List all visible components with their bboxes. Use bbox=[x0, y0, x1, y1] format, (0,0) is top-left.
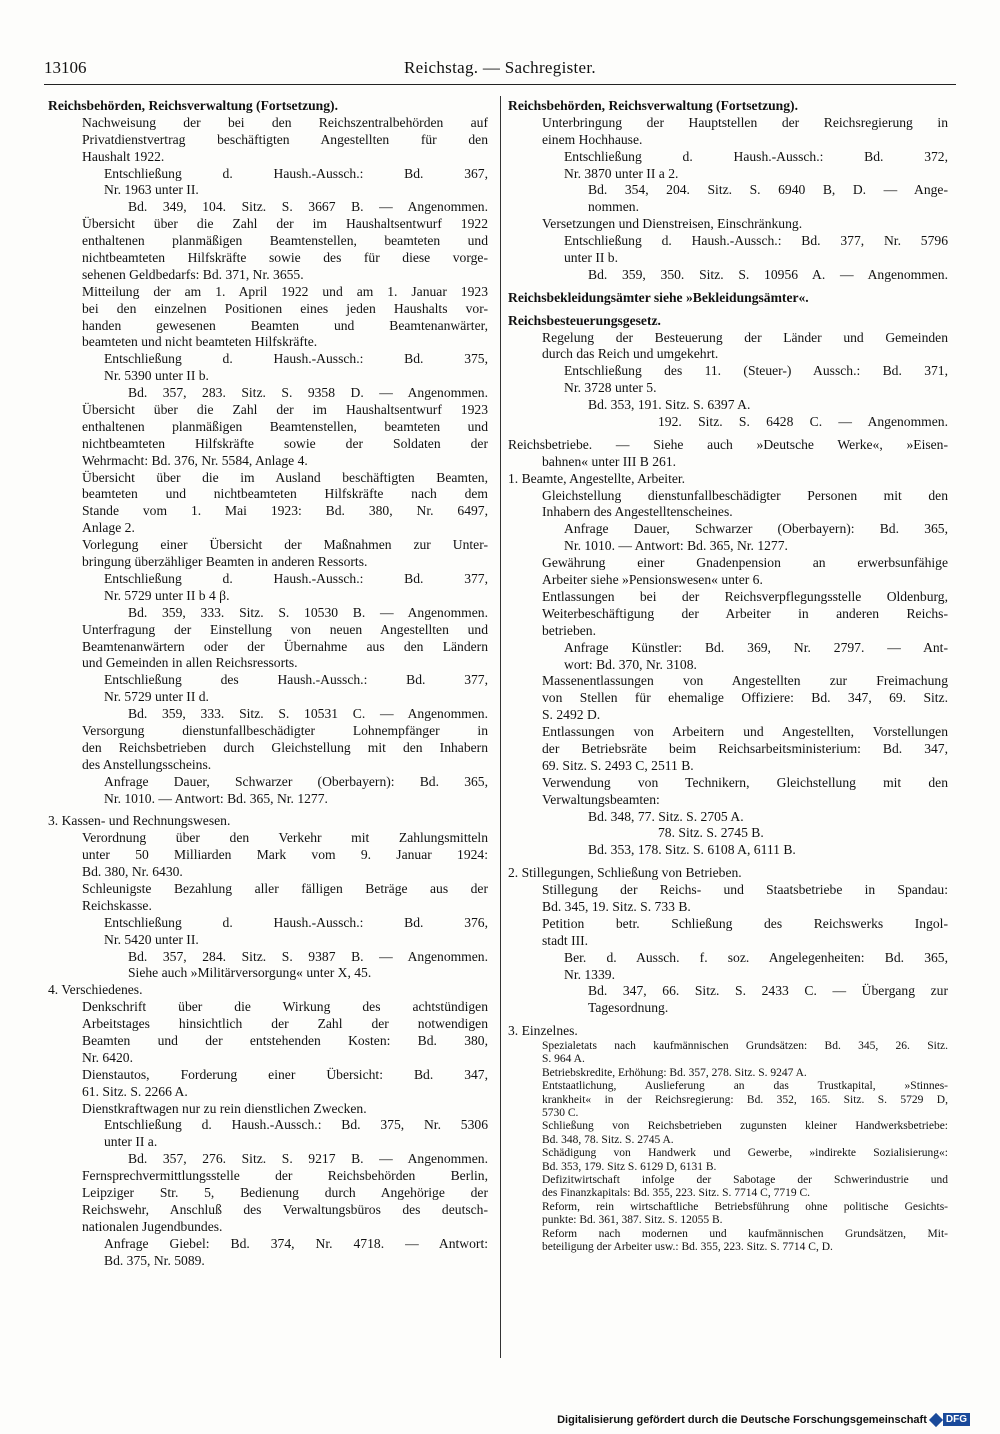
text-line: Siehe auch »Militärversorgung« unter X, 45. bbox=[128, 965, 372, 981]
text-line: bringung überzähliger Beamten in anderen Ressorts. bbox=[82, 554, 368, 570]
text-line: Entschließung d. Haush.-Aussch.: Bd. 375, bbox=[104, 351, 488, 367]
page-header bbox=[44, 58, 956, 84]
text-line: 3. Einzelnes. bbox=[508, 1023, 578, 1039]
text-line: der Betriebsräte beim Reichsarbeitsministerium: Bd. 347, bbox=[542, 740, 948, 756]
text-line: S. 2492 D. bbox=[542, 707, 601, 723]
text-line: Fernsprechvermittlungsstelle der Reichsbehörden Berlin, bbox=[82, 1168, 488, 1184]
text-line: Bd. 359, 350. Sitz. S. 10956 A. — Angenommen. bbox=[588, 266, 948, 282]
text-line: Wehrmacht: Bd. 376, Nr. 5584, Anlage 4. bbox=[82, 452, 308, 468]
text-line: Entschließung des Haush.-Aussch.: Bd. 377, bbox=[104, 672, 488, 688]
left-column bbox=[48, 96, 488, 1269]
text-line: Dienstkraftwagen nur zu rein dienstlichen Zwecken. bbox=[82, 1100, 367, 1116]
text-line: Nr. 3870 unter II a 2. bbox=[564, 165, 679, 181]
text-line: Vorlegung einer Übersicht der Maßnahmen zur Unter- bbox=[82, 537, 488, 553]
text-line: Haushalt 1922. bbox=[82, 148, 165, 164]
text-line: Regelung der Besteuerung der Länder und Gemeinden bbox=[542, 329, 948, 345]
text-line: Arbeitstages hinsichtlich der Zahl der notwendigen bbox=[82, 1016, 488, 1032]
text-line: Verordnung über den Verkehr mit Zahlungsmitteln bbox=[82, 830, 488, 846]
text-line: Mitteilung der am 1. April 1922 und am 1. Januar 1923 bbox=[82, 283, 488, 299]
small-text-line: Bd. 353, 179. Sitz S. 6129 D, 6131 B. bbox=[542, 1160, 717, 1173]
small-text-line: Spezialetats nach kaufmännischen Grundsätzen: Bd. 345, 26. Sitz. bbox=[542, 1040, 948, 1053]
text-line: Verwaltungsbeamten: bbox=[542, 791, 660, 807]
text-line: Anfrage Dauer, Schwarzer (Oberbayern): Bd. 365, bbox=[104, 773, 488, 789]
text-line: 4. Verschiedenes. bbox=[48, 982, 143, 998]
text-line: 3. Kassen- und Rechnungswesen. bbox=[48, 813, 231, 829]
text-line: unter 50 Milliarden Mark vom 9. Januar 1924: bbox=[82, 847, 488, 863]
text-line: Bd. 353, 178. Sitz. S. 6108 A, 6111 B. bbox=[588, 842, 796, 858]
text-line: Nr. 5420 unter II. bbox=[104, 931, 199, 947]
text-line: Bd. 375, Nr. 5089. bbox=[104, 1252, 205, 1268]
text-line: Anlage 2. bbox=[82, 520, 135, 536]
dfg-mark-icon bbox=[929, 1412, 943, 1426]
text-line: Reichswehr, Anschluß des Verwaltungsbüros des deutsch- bbox=[82, 1201, 488, 1217]
text-line: Gleichstellung dienstunfallbeschädigter Personen mit den bbox=[542, 487, 948, 503]
text-line: enthaltenen planmäßigen Beamtenstellen, beamteten und bbox=[82, 418, 488, 434]
text-line: Bd. 357, 283. Sitz. S. 9358 D. — Angenommen. bbox=[128, 385, 488, 401]
text-line: und Gemeinden in allen Reichsressorts. bbox=[82, 655, 298, 671]
text-line: Bd. 354, 204. Sitz. S. 6940 B, D. — Ange- bbox=[588, 182, 948, 198]
text-line: Übersicht über die im Ausland beschäftigten Beamten, bbox=[82, 469, 488, 485]
text-line: Entlassungen von Arbeitern und Angestellten, Vorstellungen bbox=[542, 724, 948, 740]
text-line: Entschließung des 11. (Steuer-) Aussch.: Bd. 371, bbox=[564, 363, 948, 379]
text-line: 192. Sitz. S. 6428 C. — Angenommen. bbox=[658, 414, 948, 430]
text-line: Leipziger Str. 5, Bedienung durch Angehörige der bbox=[82, 1185, 488, 1200]
small-text-line: Reform nach modernen und kaufmännischen Grundsätzen, Mit- bbox=[542, 1227, 948, 1240]
text-line: Bd. 380, Nr. 6430. bbox=[82, 864, 183, 880]
small-text-line: krankheit« in der Reichsregierung: Bd. 352, 165. Sitz. S. 5729 D, bbox=[542, 1093, 948, 1106]
text-line: Entschließung d. Haush.-Aussch.: Bd. 375, Nr. 5306 bbox=[104, 1117, 488, 1133]
small-text-line: beteiligung der Arbeiter usw.: Bd. 355, 223. Sitz. S. 7714 C, D. bbox=[542, 1240, 833, 1253]
text-line: Versorgung dienstunfallbeschädigter Lohnempfänger in bbox=[82, 722, 488, 738]
text-line: Entschließung d. Haush.-Aussch.: Bd. 367, bbox=[104, 165, 488, 181]
text-line: Reichsbehörden, Reichsverwaltung (Fortsetzung). bbox=[508, 98, 798, 113]
text-line: einem Hochhause. bbox=[542, 131, 643, 147]
small-text-line: Schädigung von Handwerk und Gewerbe, »indirekte Sozialisierung«: bbox=[542, 1147, 948, 1160]
text-line: beamteten und nichtbeamteten Hilfskräfte nach dem bbox=[82, 486, 488, 502]
text-line: Unterfragung der Einstellung von neuen Angestellten und bbox=[82, 621, 488, 637]
small-text-line: Betriebskredite, Erhöhung: Bd. 357, 278. Sitz. S. 9247 A. bbox=[542, 1066, 807, 1079]
small-text-line: S. 964 A. bbox=[542, 1053, 585, 1066]
text-line: Stillegung der Reichs- und Staatsbetriebe in Spandau: bbox=[542, 882, 948, 898]
text-line: stadt III. bbox=[542, 932, 589, 948]
text-line: Gewährung einer Gnadenpension an erwerbsunfähige bbox=[542, 555, 948, 571]
text-line: enthaltenen planmäßigen Beamtenstellen, beamteten und bbox=[82, 233, 488, 249]
text-line: unter II b. bbox=[564, 250, 618, 266]
text-line: betrieben. bbox=[542, 622, 596, 638]
text-line: bei den einzelnen Positionen eines jeden Haushalts vor- bbox=[82, 300, 488, 316]
text-line: bahnen« unter III B 261. bbox=[542, 453, 677, 469]
right-column bbox=[508, 96, 948, 1254]
text-line: nationalen Jugendbundes. bbox=[82, 1218, 223, 1234]
text-line: den Reichsbetrieben durch Gleichstellung mit den Inhabern bbox=[82, 739, 488, 755]
text-line: Reichsbekleidungsämter siehe »Bekleidungsämter«. bbox=[508, 289, 809, 305]
text-line: sehenen Geldbedarfs: Bd. 371, Nr. 3655. bbox=[82, 266, 304, 282]
small-text-line: des Finanzkapitals: Bd. 355, 223. Sitz. S. 7714 C, 7719 C. bbox=[542, 1187, 811, 1200]
text-line: Tagesordnung. bbox=[588, 1000, 669, 1016]
header-rule bbox=[44, 84, 956, 85]
small-text-line: Bd. 348, 78. Sitz. S. 2745 A. bbox=[542, 1133, 674, 1146]
dfg-logo-text: DFG bbox=[943, 1413, 970, 1426]
right-column-small-print bbox=[508, 1040, 948, 1254]
page-number: 13106 bbox=[44, 58, 87, 77]
text-line: 2. Stillegungen, Schließung von Betrieben. bbox=[508, 865, 742, 881]
text-line: Bd. 359, 333. Sitz. S. 10531 C. — Angenommen. bbox=[128, 706, 488, 722]
text-line: des Anstellungsscheins. bbox=[82, 756, 212, 772]
small-text-line: punkte: Bd. 361, 387. Sitz. S. 12055 B. bbox=[542, 1214, 723, 1227]
text-line: Entschließung d. Haush.-Aussch.: Bd. 376, bbox=[104, 914, 488, 930]
footer bbox=[557, 1413, 970, 1426]
text-line: 78. Sitz. S. 2745 B. bbox=[658, 825, 764, 841]
text-line: Beamten und der entstehenden Kosten: Bd. 380, bbox=[82, 1032, 488, 1048]
text-line: Entschließung d. Haush.-Aussch.: Bd. 372, bbox=[564, 148, 948, 164]
right-column-main bbox=[508, 98, 948, 1040]
text-line: handen gewesenen Beamten und Beamtenanwärter, bbox=[82, 317, 488, 333]
text-line: Nr. 5729 unter II d. bbox=[104, 689, 209, 705]
text-line: Versetzungen und Dienstreisen, Einschränkung. bbox=[542, 216, 803, 232]
text-line: Stande vom 1. Mai 1923: Bd. 380, Nr. 6497, bbox=[82, 503, 488, 519]
text-line: Arbeiter siehe »Pensionswesen« unter 6. bbox=[542, 572, 763, 588]
text-line: unter II a. bbox=[104, 1134, 158, 1150]
text-line: nommen. bbox=[588, 199, 639, 215]
text-line: Verwendung von Technikern, Gleichstellung mit den bbox=[542, 774, 948, 790]
text-line: Bd. 348, 77. Sitz. S. 2705 A. bbox=[588, 808, 744, 824]
small-text-line: Entstaatlichung, Auslieferung an das Trustkapital, »Stinnes- bbox=[542, 1080, 948, 1093]
text-line: Reichsbehörden, Reichsverwaltung (Fortsetzung). bbox=[48, 98, 338, 113]
text-line: beamteten und nicht beamteten Hilfskräfte. bbox=[82, 334, 318, 350]
text-line: Petition betr. Schließung des Reichswerks Ingol- bbox=[542, 915, 948, 931]
text-line: Entschließung d. Haush.-Aussch.: Bd. 377, Nr. 5796 bbox=[564, 233, 948, 249]
small-text-line: Defizitwirtschaft infolge der Sabotage der Schwerindustrie und bbox=[542, 1174, 948, 1186]
text-line: Nr. 1010. — Antwort: Bd. 365, Nr. 1277. bbox=[104, 790, 328, 806]
text-line: Bd. 345, 19. Sitz. S. 733 B. bbox=[542, 898, 691, 914]
footer-text: Digitalisierung gefördert durch die Deutsche Forschungsgemeinschaft bbox=[557, 1413, 927, 1426]
text-line: Massenentlassungen von Angestellten zur Freimachung bbox=[542, 673, 948, 689]
text-line: nichtbeamteten Hilfskräfte sowie des für diese vorge- bbox=[82, 250, 488, 266]
text-line: Nr. 6420. bbox=[82, 1049, 133, 1065]
text-line: 61. Sitz. S. 2266 A. bbox=[82, 1083, 188, 1099]
text-line: Weiterbeschäftigung der Arbeiter in anderen Reichs- bbox=[542, 605, 948, 621]
text-line: 1. Beamte, Angestellte, Arbeiter. bbox=[508, 470, 686, 486]
text-line: 69. Sitz. S. 2493 C, 2511 B. bbox=[542, 757, 694, 773]
text-line: durch das Reich und umgekehrt. bbox=[542, 346, 719, 362]
text-line: Bd. 359, 333. Sitz. S. 10530 B. — Angenommen. bbox=[128, 604, 488, 620]
text-line: Bd. 357, 284. Sitz. S. 9387 B. — Angenommen. bbox=[128, 948, 488, 964]
text-line: Nachweisung der bei den Reichszentralbehörden auf bbox=[82, 114, 488, 130]
text-line: Dienstautos, Forderung einer Übersicht: Bd. 347, bbox=[82, 1066, 488, 1082]
text-line: Beamtenanwärtern oder der Übernahme aus den Ländern bbox=[82, 638, 488, 654]
dfg-logo bbox=[931, 1413, 970, 1426]
text-line: Ber. d. Aussch. f. soz. Angelegenheiten: Bd. 365, bbox=[564, 949, 948, 965]
text-line: Denkschrift über die Wirkung des achtstündigen bbox=[82, 999, 488, 1015]
text-line: Entlassungen bei der Reichsverpflegungsstelle Oldenburg, bbox=[542, 588, 948, 604]
text-line: Nr. 1963 unter II. bbox=[104, 182, 199, 198]
text-line: Nr. 5729 unter II b 4 β. bbox=[104, 587, 230, 603]
text-line: Nr. 1010. — Antwort: Bd. 365, Nr. 1277. bbox=[564, 538, 788, 554]
text-line: Reichskasse. bbox=[82, 897, 152, 913]
text-line: nichtbeamteten Hilfskräfte sowie der Soldaten der bbox=[82, 435, 488, 451]
text-line: Anfrage Dauer, Schwarzer (Oberbayern): Bd. 365, bbox=[564, 521, 948, 537]
small-text-line: Schließung von Reichsbetrieben zugunsten kleiner Handwerksbetriebe: bbox=[542, 1120, 948, 1133]
text-line: Bd. 357, 276. Sitz. S. 9217 B. — Angenommen. bbox=[128, 1151, 488, 1167]
text-line: Übersicht über die Zahl der im Haushaltsentwurf 1922 bbox=[82, 216, 488, 232]
text-line: Bd. 349, 104. Sitz. S. 3667 B. — Angenommen. bbox=[128, 199, 488, 215]
text-line: Entschließung d. Haush.-Aussch.: Bd. 377, bbox=[104, 570, 488, 586]
small-text-line: 5730 C. bbox=[542, 1107, 579, 1120]
text-line: Übersicht über die Zahl der im Haushaltsentwurf 1923 bbox=[82, 402, 488, 418]
text-line: Reichsbesteuerungsgesetz. bbox=[508, 312, 661, 328]
running-title: Reichstag. — Sachregister. bbox=[404, 58, 596, 77]
text-line: Reichsbetriebe. — Siehe auch »Deutsche Werke«, »Eisen- bbox=[508, 436, 948, 452]
text-line: Nr. 5390 unter II b. bbox=[104, 368, 209, 384]
text-line: Schleunigste Bezahlung aller fälligen Beträge aus der bbox=[82, 880, 488, 896]
text-line: Bd. 347, 66. Sitz. S. 2433 C. — Übergang zur bbox=[588, 983, 948, 999]
column-divider bbox=[500, 96, 501, 1358]
text-line: wort: Bd. 370, Nr. 3108. bbox=[564, 656, 697, 672]
text-line: Unterbringung der Hauptstellen der Reichsregierung in bbox=[542, 114, 948, 130]
text-line: Bd. 353, 191. Sitz. S. 6397 A. bbox=[588, 397, 751, 413]
text-line: Nr. 3728 unter 5. bbox=[564, 380, 657, 396]
text-line: Inhabern des Angestelltenscheines. bbox=[542, 504, 733, 520]
text-line: von Stellen für ehemalige Offiziere: Bd. 347, 69. Sitz. bbox=[542, 690, 948, 706]
text-line: Anfrage Künstler: Bd. 369, Nr. 2797. — Ant- bbox=[564, 639, 948, 655]
text-line: Nr. 1339. bbox=[564, 966, 615, 982]
text-line: Anfrage Giebel: Bd. 374, Nr. 4718. — Antwort: bbox=[104, 1235, 488, 1251]
small-text-line: Reform, rein wirtschaftliche Betriebsführung ohne politische Gesichts- bbox=[542, 1200, 948, 1213]
text-line: Privatdienstvertrag beschäftigten Angestellten für den bbox=[82, 131, 488, 147]
